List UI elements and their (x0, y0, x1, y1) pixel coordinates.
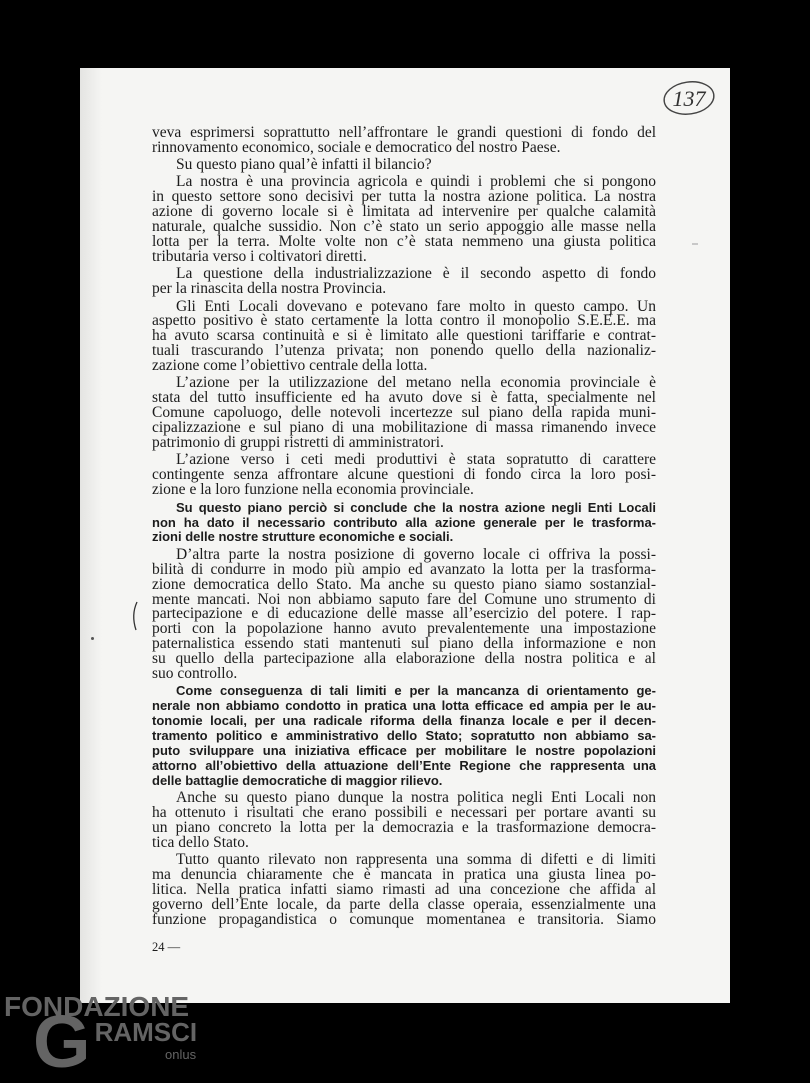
paragraph (152, 853, 656, 928)
text-line: tramento politico e amministrativo dello Stato; sopratutto non abbiamo sa- (152, 728, 656, 744)
text-line: un piano concreto la lotta per la democrazia e la trasformazione democra- (152, 819, 656, 837)
text-line: Anche su questo piano dunque la nostra politica negli Enti Locali non (176, 789, 656, 807)
text-line: lotta per la terra. Molte volte non c’è stata nemmeno una giusta politica (152, 233, 656, 251)
text-line: Su questo piano perciò si conclude che la nostra azione negli Enti Locali (176, 499, 656, 515)
text-line: porti con la popolazione hanno avuto prevalentemente una impostazione (152, 620, 656, 638)
text-line: veva esprimersi soprattutto nell’affrontare le grandi questioni di fondo del (152, 124, 656, 141)
text-line: L’azione verso i ceti medi produttivi è stata sopratutto di carattere (176, 451, 656, 469)
paragraph (152, 453, 656, 498)
text-line: Gli Enti Locali dovevano e potevano fare molto in questo campo. Un (176, 297, 656, 315)
text-line: La nostra è una provincia agricola e quindi i problemi che si pongono (176, 173, 656, 191)
text-line: bilità di condurre in modo più ampio ed avanzato la lotta per la trasforma- (152, 560, 656, 578)
paragraph (152, 267, 656, 297)
stamp-number: 137 (672, 86, 706, 111)
watermark-fondazione: FONDAZIONE (4, 991, 190, 1022)
margin-mark (692, 243, 698, 245)
text-line: delle battaglie democratiche di maggior rilievo. (152, 773, 443, 789)
margin-dot (91, 637, 94, 640)
text-line: funzione propagandistica o comunque momentanea e transitoria. Siamo (152, 911, 656, 929)
text-line: partecipazione e di educazione delle masse all’esercizio del potere. I rap- (152, 605, 656, 623)
text-line: litica. Nella pratica infatti siamo rimasti ad una concezione che affida al (152, 881, 656, 899)
text-line: ha avuto scarsa continuità e si è limitato alle questioni tariffarie e contrat- (152, 327, 656, 345)
text-line: nerale non abbiamo condotto in pratica una lotta efficace ed ampia per le au- (152, 698, 656, 714)
paragraph (152, 297, 656, 375)
text-line: zione e la loro funzione nella economia provinciale. (152, 481, 474, 499)
text-line: tica dello Stato. (152, 834, 249, 852)
text-line: D’altra parte la nostra posizione di governo locale ci offriva la possi- (176, 545, 656, 563)
watermark-onlus: onlus (165, 1047, 197, 1062)
bold-paragraph (152, 501, 656, 546)
text-line: rinnovamento economico, sociale e democratico del nostro Paese. (152, 138, 561, 156)
text-line: L’azione per la utilizzazione del metano nella economia provinciale è (176, 374, 656, 392)
text-line: paternalistica essendo stati mantenuti sul piano della informazione e non (152, 635, 656, 653)
text-line: governo dell’Ente locale, da parte della classe operaia, essenzialmente una (152, 896, 656, 914)
page-folio: 24 — (152, 940, 181, 954)
text-line: patrimonio di gruppi ristretti di amministratori. (152, 434, 444, 452)
text-line: Comune capoluogo, delle notevoli incertezze sul piano della rapida muni- (152, 404, 656, 422)
text-line: zione democratica dello Stato. Ma anche su questo piano siamo sostanzial- (152, 575, 656, 593)
text-line: aspetto positivo è stato certamente la lotta contro il monopolio S.E.E.E. ma (152, 312, 656, 330)
text-line: in questo settore sono decisivi per tutta la nostra azione politica. La nostra (152, 188, 656, 206)
paragraph (152, 175, 656, 265)
text-line: contingente senza affrontare alcune questioni di fondo circa la loro posi- (152, 466, 656, 484)
text-line: zioni delle nostre strutture economiche e sociali. (152, 529, 454, 545)
text-line: puto sviluppare una iniziativa efficace per mobilitare le nostre popolazioni (152, 743, 656, 759)
paragraph (152, 545, 656, 683)
handwritten-bracket-mark (128, 600, 142, 632)
text-line: Tutto quanto rilevato non rappresenta una somma di difetti e di limiti (176, 851, 656, 869)
text-line: Su questo piano qual’è infatti il bilancio? (176, 156, 432, 174)
text-line: zazione come l’obiettivo centrale della lotta. (152, 357, 428, 375)
text-line: cipalizzazione e sul piano di una mobilitazione di massa rimanendo invece (152, 419, 656, 437)
text-line: per la rinascita della nostra Provincia. (152, 280, 387, 298)
watermark-gramsci: GRAMSCI (33, 1000, 198, 1083)
text-line: suo controllo. (152, 665, 238, 683)
text-line: tonomie locali, per una radicale riforma della finanza locale e per il decen- (152, 713, 656, 729)
text-line: La questione della industrializzazione è il secondo aspetto di fondo (176, 265, 656, 283)
text-line: ma denuncia chiaramente che è mancata in pratica una giusta linea po- (152, 866, 656, 884)
text-line: tuali trascurando l’utenza privata; non ponendo quello della nazionaliz- (152, 342, 656, 360)
text-line: stata del tutto insufficiente ed ha avuto dove si è fatta, specialmente nel (152, 389, 656, 407)
paragraph (152, 158, 656, 173)
paragraph (152, 126, 656, 156)
text-column (152, 126, 656, 928)
text-line: tributaria verso i coltivatori diretti. (152, 248, 367, 266)
handwritten-page-number-stamp (660, 78, 718, 120)
text-line: non ha dato il necessario contributo alla azione generale per le trasforma- (152, 514, 656, 530)
text-line: mente mancati. Noi non abbiamo saputo fare del Comune uno strumento di (152, 590, 656, 608)
text-line: attorno all’obiettivo della attuazione dell’Ente Regione che rappresenta una (152, 758, 656, 774)
text-line: su quello della partecipazione alla elaborazione della nostra politica e al (152, 650, 656, 668)
text-line: naturale, qualche sussidio. Non c’è stato un serio appoggio alle masse nella (152, 218, 656, 236)
text-line: azione di governo locale si è limitata ad intervenire per qualche calamità (152, 203, 656, 221)
bold-paragraph (152, 684, 656, 789)
paragraph (152, 791, 656, 851)
text-line: ha ottenuto i risultati che erano possibili e necessari per portare avanti su (152, 804, 656, 822)
text-line: Come conseguenza di tali limiti e per la mancanza di orientamento ge- (176, 683, 656, 699)
paragraph (152, 376, 656, 451)
